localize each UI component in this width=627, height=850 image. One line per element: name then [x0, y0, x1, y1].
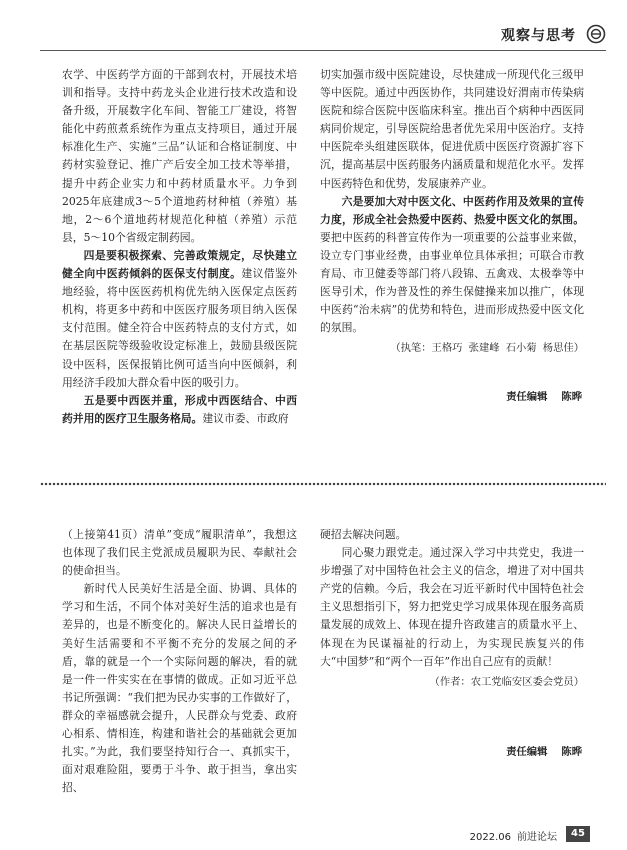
paragraph-text: 建议借鉴外地经验，将中医医药机构优先纳入医保定点医药机构，将更多中药和中医医疗服务项目纳入医保支付范围。健全符合中医药特点的支付方式，如在基层医院等级验收设定标准上，鼓励县级医院设中医科，医保报销比例可适当向中医倾斜，利用经济手段加大群众看中医的吸引力。: [62, 267, 298, 389]
paragraph: 农学、中医药学方面的干部到农村，开展技术培训和指导。支持中药龙头企业进行技术改造和设备升级，开展数字化车间、智能工厂建设，将智能化中药煎煮系统作为重点支持项目，通过开展标准化生产、实施“三品”认证和合格证制度、中药材实验登记、推广产后安全加工技术等举措，提升中药企业实力和中药材质量水平。力争到2025年底建成3～5个道地药材种植（养殖）基地，2～6个道地药材规范化种植（养殖）示范县，5～10个省级定制药园。: [62, 68, 297, 244]
page-number: 45: [566, 826, 590, 842]
paragraph: [320, 193, 584, 338]
paragraph: [62, 247, 297, 392]
top-article-left-column: [62, 66, 297, 428]
paragraph: 同心聚力跟党走。通过深入学习中共党史，我进一步增强了对中国特色社会主义的信念，增进了对中国共产党的信赖。今后，我会在习近平新时代中国特色社会主义思想指引下，努力把党史学习成果体现在服务高质量发展的成效上、体现在提升咨政建言的质量水平上、体现在为民谋福祉的行动上，为实现民族复兴的伟大“中国梦”和“两个一百年”作出自己应有的贡献！: [320, 546, 584, 668]
journal-name: 前进论坛: [517, 832, 557, 843]
page-header: [40, 24, 606, 51]
paragraph: 切实加强市级中医院建设，尽快建成一所现代化三级甲等中医院。通过中西医协作，共同建设好渭南市传染病医院和综合医院中医临床科室。推出百个病种中西医同病同价规定，引导医院给患者优先采用中医治疗。支持中医院牵头组建医联体，促进优质中医医疗资源扩容下沉，提高基层中医药服务内涵质量和规范化水平。发挥中医药特色和优势，发展康养产业。: [320, 68, 584, 190]
top-article-right-column: [320, 66, 584, 406]
bold-heading: 四是要积极探索、完善政策规定，尽快建立健全向中医药倾斜的医保支付制度。: [62, 248, 297, 281]
bold-heading: 五是要中西医并重，形成中西医结合、中西药并用的医疗卫生服务格局。: [62, 393, 297, 425]
section-title: 观察与思考: [501, 28, 576, 44]
section-circle-icon: [586, 24, 606, 44]
paragraph-text: 要把中医药的科普宣传作为一项重要的公益事业来做，设立专门事业经费，由事业单位具体承担；可联合市教育局、市卫健委等部门将八段锦、五禽戏、太极拳等中医导引术，作为普及性的养生保健操来加以推广，体现中医药“治未病”的优势和特色，进而形成热爱中医文化的氛围。: [320, 230, 584, 335]
paragraph-text: 建议市委、市政府: [202, 411, 289, 425]
responsible-editor: [320, 743, 584, 761]
editor-name: 陈晔: [561, 745, 582, 758]
author-byline: （执笔：王格巧 张建峰 石小菊 杨思佳）: [390, 342, 584, 355]
responsible-editor: [320, 388, 584, 406]
footer-info: [464, 828, 557, 843]
section-divider: [40, 480, 606, 488]
paragraph: （上接第41页）清单”变成“履职清单”，我想这也体现了我们民主党派成员履职为民、奉献社会的使命担当。: [62, 528, 297, 578]
bottom-article-left-column: [62, 526, 297, 797]
editor-label: 责任编辑: [506, 390, 548, 403]
editor-name: 陈晔: [561, 390, 582, 403]
bold-heading: 六是要加大对中医文化、中医药作用及效果的宣传力度，形成全社会热爱中医药、热爱中医文化的氛围。: [320, 194, 584, 226]
author-byline: （作者：农工党临安区委会党员）: [429, 675, 584, 688]
editor-label: 责任编辑: [506, 745, 548, 758]
bottom-article-right-column: [320, 526, 584, 761]
issue-date: 2022.06: [469, 832, 511, 843]
paragraph: [62, 392, 297, 428]
page-footer: [0, 826, 627, 846]
paragraph: 硬招去解决问题。: [320, 528, 407, 541]
paragraph: 新时代人民美好生活是全面、协调、具体的学习和生活，不同个体对美好生活的追求也是有差异的，也是不断变化的。解决人民日益增长的美好生活需要和不平衡不充分的发展之间的矛盾，靠的就是一个一个实际问题的解决，看的就是一件一件实实在在事情的做成。正如习近平总书记所强调：“我们把为民办实事的工作做好了，群众的幸福感就会提升，人民群众与党委、政府心相系、情相连，构建和谐社会的基础就会更加扎实。”为此，我们要坚持知行合一、真抓实干，面对艰难险阻，要勇于斗争、敢于担当，拿出实招、: [62, 582, 297, 795]
